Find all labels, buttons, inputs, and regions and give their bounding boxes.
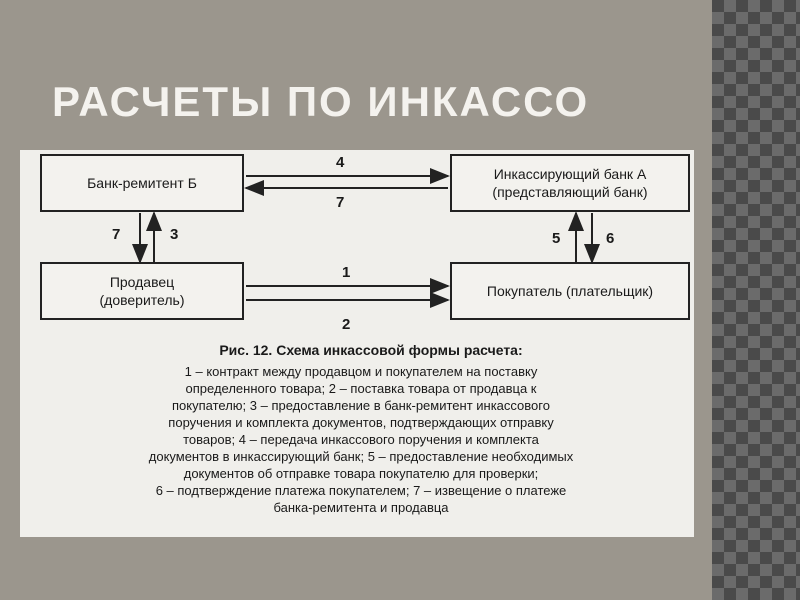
label-arrow-1: 1 — [342, 264, 351, 281]
buyer-box — [450, 262, 690, 320]
collecting-bank-label: Инкассирующий банк А — [493, 166, 647, 182]
caption-line: 1 – контракт между продавцом и покупателем на поставку — [184, 364, 538, 379]
caption-line: определенного товара; 2 – поставка товара от продавца к — [185, 381, 537, 396]
caption-title: Рис. 12. Схема инкассовой формы расчета: — [219, 342, 523, 358]
caption-line: покупателю; 3 – предоставление в банк-ремитент инкассового — [172, 398, 550, 413]
buyer-label: Покупатель (плательщик) — [486, 283, 654, 299]
decorative-pattern-strip — [712, 0, 800, 600]
remitting-bank-label: Банк-ремитент Б — [87, 175, 197, 191]
label-arrow-3: 3 — [170, 226, 179, 243]
caption-line: товаров; 4 – передача инкассового поручения и комплекта — [183, 432, 539, 447]
seller-sublabel: (доверитель) — [99, 292, 185, 308]
label-arrow-7-top: 7 — [336, 194, 345, 211]
caption-line: банка-ремитента и продавца — [273, 500, 449, 515]
caption-line: поручения и комплекта документов, подтверждающих отправку — [168, 415, 554, 430]
caption-line: 6 – подтверждение платежа покупателем; 7 – извещение о платеже — [155, 483, 567, 498]
caption-line: документов об отправке товара покупателю для проверки; — [183, 466, 539, 481]
seller-label: Продавец — [109, 274, 175, 290]
caption-line: документов в инкассирующий банк; 5 – предоставление необходимых — [148, 449, 574, 464]
label-arrow-7-left: 7 — [112, 226, 121, 243]
remitting-bank-box — [40, 154, 244, 212]
label-arrow-2: 2 — [342, 316, 351, 333]
figure-caption — [36, 342, 686, 516]
label-arrow-4: 4 — [336, 154, 345, 171]
collecting-bank-box — [450, 154, 690, 212]
label-arrow-5: 5 — [552, 230, 561, 247]
collection-scheme-figure — [20, 150, 694, 537]
slide-title: РАСЧЕТЫ ПО ИНКАССО — [52, 78, 590, 125]
collecting-bank-sublabel: (представляющий банк) — [492, 184, 648, 200]
seller-box — [40, 262, 244, 320]
label-arrow-6: 6 — [606, 230, 615, 247]
